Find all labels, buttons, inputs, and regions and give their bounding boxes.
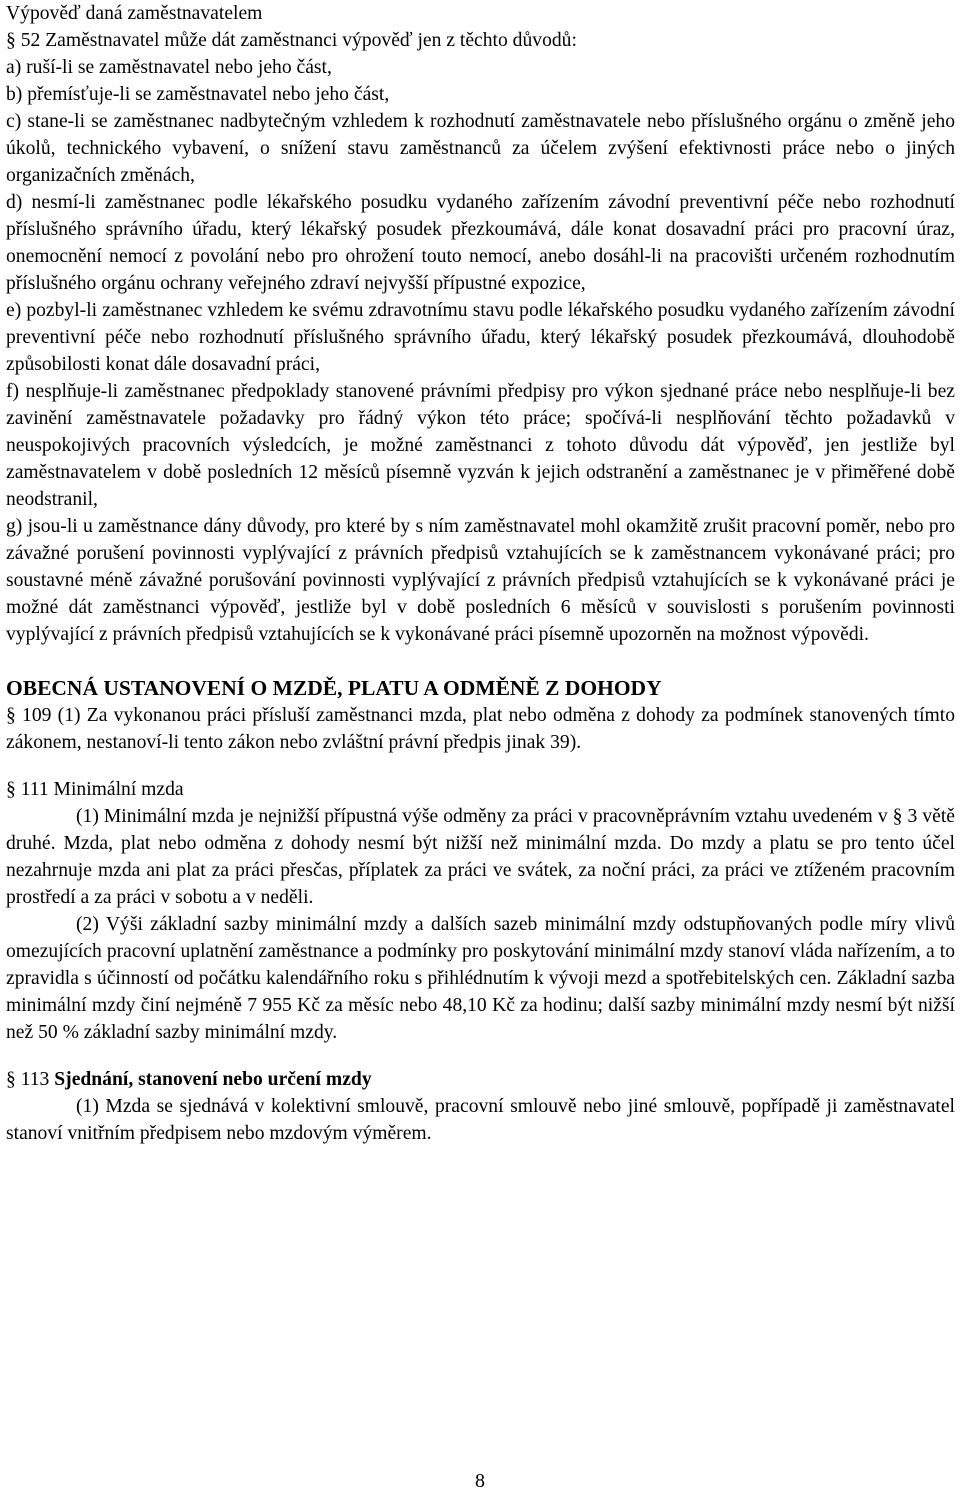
spacer xyxy=(6,1046,955,1066)
section-111-para-2: (2) Výši základní sazby minimální mzdy a dalších sazeb minimální mzdy odstupňovaných podle míry vlivů omezujících pracovní uplatnění zaměstnance a podmínky pro poskytování minimální mzdy stanoví vláda nařízením, a to zpravidla s účinností od počátku kalendářního roku s přihlédnutím k vývoji mezd a spotřebitelských cen. Základní sazba minimální mzdy činí nejméně 7 955 Kč za měsíc nebo 48,10 Kč za hodinu; další sazby minimální mzdy nesmí být nižší než 50 % základní sazby minimální mzdy. xyxy=(6,914,955,1043)
list-item: a) ruší-li se zaměstnavatel nebo jeho část, xyxy=(6,57,332,78)
list-item: g) jsou-li u zaměstnance dány důvody, pro které by s ním zaměstnavatel mohl okamžitě zrušit pracovní poměr, nebo pro závažné porušení povinnosti vyplývající z právních předpisů vztahujících se k zaměstnancem vykonávané práci; pro soustavné méně závažné porušování povinnosti vyplývající z právních předpisů vztahujících se k vykonávané práci je možné dát zaměstnanci výpověď, jestliže byl v době posledních 6 měsíců v souvislosti s porušením povinnosti vyplývající z právních předpisů vztahujících se k vykonávané práci písemně upozorněn na možnost výpovědi. xyxy=(6,516,955,645)
section-113-para-1: (1) Mzda se sjednává v kolektivní smlouvě, pracovní smlouvě nebo jiné smlouvě, popřípadě ji zaměstnavatel stanoví vnitřním předpisem nebo mzdovým výměrem. xyxy=(6,1096,955,1144)
section-52-intro: § 52 Zaměstnavatel může dát zaměstnanci výpověď jen z těchto důvodů: xyxy=(6,30,577,51)
section-113-heading xyxy=(6,1066,955,1093)
section-111-title: § 111 Minimální mzda xyxy=(6,779,184,800)
section-111-para-1: (1) Minimální mzda je nejnižší přípustná výše odměny za práci v pracovněprávním vztahu uvedeném v § 3 větě druhé. Mzda, plat nebo odměna z dohody nesmí být nižší než minimální mzda. Do mzdy a platu se pro tento účel nezahrnuje mzda ani plat za práci přesčas, příplatek za práci ve svátek, za noční práci, za práci ve ztíženém pracovním prostředí a za práci v sobotu a v neděli. xyxy=(6,806,955,908)
list-item: e) pozbyl-li zaměstnanec vzhledem ke svému zdravotnímu stavu podle lékařského posudku vydaného zařízením závodní preventivní péče nebo rozhodnutí příslušného správního úřadu, který lékařský posudek přezkoumává, dlouhodobě způsobilosti konat dále dosavadní práci, xyxy=(6,300,955,375)
section-113-title: Sjednání, stanovení nebo určení mzdy xyxy=(54,1069,372,1090)
page-number: 8 xyxy=(475,1470,485,1492)
list-item: f) nesplňuje-li zaměstnanec předpoklady stanovené právními předpisy pro výkon sjednané práce nebo nesplňuje-li bez zavinění zaměstnavatele požadavky pro řádný výkon této práce; spočívá-li nesplňování těchto požadavků v neuspokojivých pracovních výsledcích, je možné zaměstnanci z tohoto důvodu dát výpověď, jen jestliže byl zaměstnavatelem v době posledních 12 měsíců písemně vyzván k jejich odstranění a zaměstnanec je v přiměřené době neodstranil, xyxy=(6,381,955,510)
list-item: b) přemísťuje-li se zaměstnavatel nebo jeho část, xyxy=(6,84,390,105)
document-page xyxy=(6,0,955,1147)
spacer xyxy=(6,648,955,674)
spacer xyxy=(6,756,955,776)
heading-wages: OBECNÁ USTANOVENÍ O MZDĚ, PLATU A ODMĚNĚ Z DOHODY xyxy=(6,676,662,700)
section-109: § 109 (1) Za vykonanou práci přísluší zaměstnanci mzda, plat nebo odměna z dohody za podmínek stanovených tímto zákonem, nestanoví-li tento zákon nebo zvláštní právní předpis jinak 39). xyxy=(6,705,955,753)
list-item: c) stane-li se zaměstnanec nadbytečným vzhledem k rozhodnutí zaměstnavatele nebo příslušného orgánu o změně jeho úkolů, technického vybavení, o snížení stavu zaměstnanců za účelem zvýšení efektivnosti práce nebo o jiných organizačních změnách, xyxy=(6,111,955,186)
list-item: d) nesmí-li zaměstnanec podle lékařského posudku vydaného zařízením závodní preventivní péče nebo rozhodnutí příslušného správního úřadu, který lékařský posudek přezkoumává, dále konat dosavadní práci pro pracovní úraz, onemocnění nemocí z povolání nebo pro ohrožení touto nemocí, anebo dosáhl-li na pracovišti určeném rozhodnutím příslušného orgánu ochrany veřejného zdraví nejvyšší přípustné expozice, xyxy=(6,192,955,294)
section-113-number: § 113 xyxy=(6,1069,55,1090)
section-title: Výpověď daná zaměstnavatelem xyxy=(6,3,263,24)
